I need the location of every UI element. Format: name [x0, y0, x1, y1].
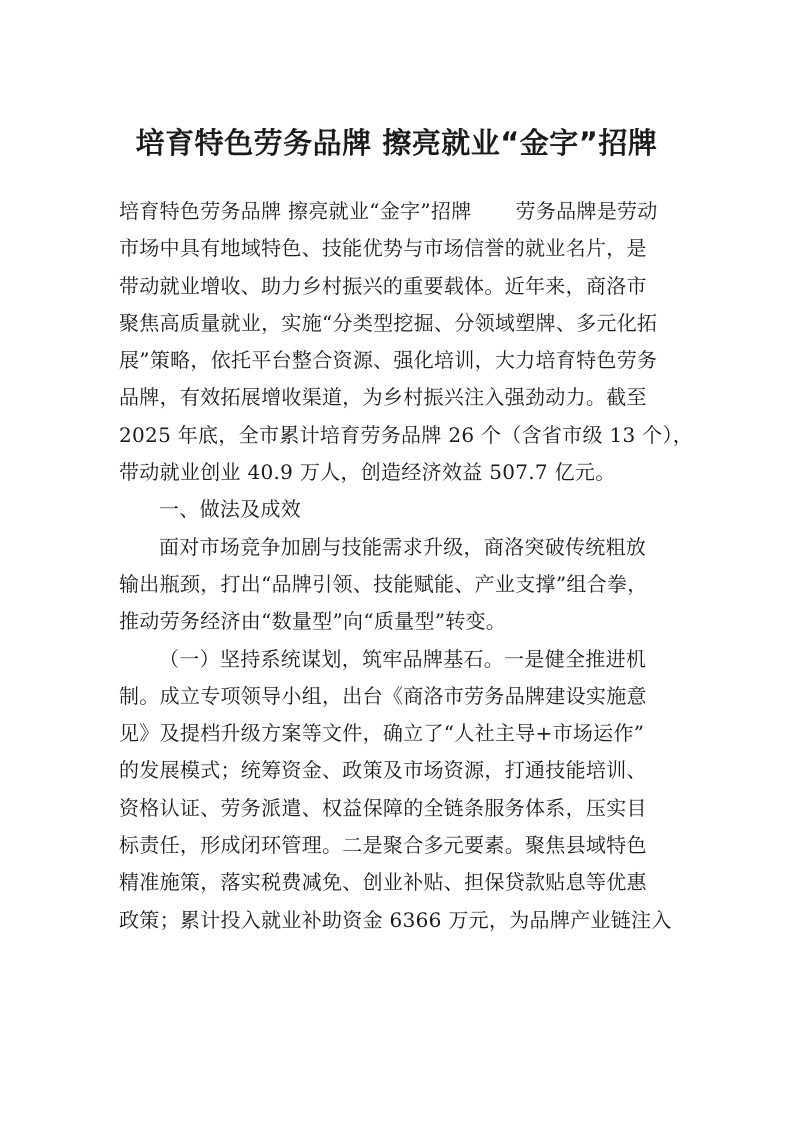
- paragraph-line: 品牌，有效拓展增收渠道，为乡村振兴注入强劲动力。截至: [119, 385, 647, 410]
- paragraph-line: 带动就业增收、助力乡村振兴的重要载体。近年来，商洛市: [119, 273, 647, 298]
- paragraph-line: 面对市场竞争加剧与技能需求升级，商洛突破传统粗放: [159, 534, 647, 559]
- section-heading: 一、做法及成效: [159, 497, 302, 522]
- document-body: [119, 193, 694, 939]
- paragraph-text: 劳务品牌是劳动: [515, 199, 658, 223]
- paragraph-line: 带动就业创业 40.9 万人，创造经济效益 507.7 亿元。: [119, 460, 616, 485]
- paragraph-line: 政策；累计投入就业补助资金 6366 万元，为品牌产业链注入: [119, 907, 672, 932]
- paragraph-line: 聚焦高质量就业，实施“分类型挖掘、分领域塑牌、多元化拓: [119, 310, 658, 335]
- inline-heading: 培育特色劳务品牌 擦亮就业“金字”招牌: [119, 199, 472, 223]
- paragraph-line: 见》及提档升级方案等文件，确立了“人社主导+市场运作”: [119, 721, 645, 746]
- paragraph-line: 推动劳务经济由“数量型”向“质量型”转变。: [119, 609, 507, 634]
- paragraph-line: （一）坚持系统谋划，筑牢品牌基石。一是健全推进机: [159, 646, 647, 671]
- paragraph-line: 输出瓶颈，打出“品牌引领、技能赋能、产业支撑”组合拳，: [119, 571, 648, 596]
- paragraph-line: 市场中具有地域特色、技能优势与市场信誉的就业名片，是: [119, 236, 647, 261]
- paragraph-line: 标责任，形成闭环管理。二是聚合多元要素。聚焦县域特色: [119, 833, 647, 858]
- paragraph-line: [119, 193, 674, 230]
- document-title: 培育特色劳务品牌 擦亮就业“金字”招牌: [135, 126, 658, 160]
- paragraph-line: 资格认证、劳务派遣、权益保障的全链条服务体系，压实目: [119, 795, 647, 820]
- paragraph-line: 精准施策，落实税费减免、创业补贴、担保贷款贴息等优惠: [119, 870, 647, 895]
- paragraph-line: 展”策略，依托平台整合资源、强化培训，大力培育特色劳务: [119, 348, 658, 373]
- paragraph-line: 的发展模式；统筹资金、政策及市场资源，打通技能培训、: [119, 758, 647, 783]
- paragraph-line: 2025 年底，全市累计培育劳务品牌 26 个（含省市级 13 个），: [119, 422, 694, 447]
- paragraph-line: 制。成立专项领导小组，出台《商洛市劳务品牌建设实施意: [119, 683, 647, 708]
